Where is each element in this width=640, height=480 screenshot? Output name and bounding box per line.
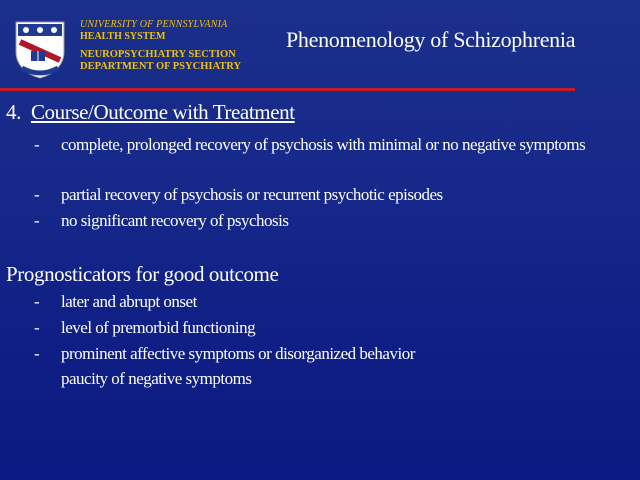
bullet-dash: - bbox=[34, 185, 40, 204]
bullet-dash: - bbox=[34, 135, 40, 154]
bullet-text: later and abrupt onset bbox=[61, 292, 197, 311]
section-label: NEUROPSYCHIATRY SECTION bbox=[80, 49, 236, 60]
bullet-text: complete, prolonged recovery of psychosis with minimal or no negative symptoms bbox=[61, 135, 586, 154]
bullet-dash: - bbox=[34, 292, 40, 311]
bullet-text: level of premorbid functioning bbox=[61, 318, 256, 337]
section2-heading-text: Prognosticators for good outcome bbox=[6, 262, 279, 286]
list-item bbox=[34, 134, 624, 178]
continuation-text: paucity of negative symptoms bbox=[61, 369, 252, 388]
slide-title: Phenomenology of Schizophrenia bbox=[286, 27, 576, 52]
institution-block bbox=[80, 19, 241, 73]
section1-heading bbox=[6, 100, 295, 125]
university-name: UNIVERSITY OF PENNSYLVANIA bbox=[80, 19, 228, 30]
bullet-dash: - bbox=[34, 318, 40, 337]
health-system-label: HEALTH SYSTEM bbox=[80, 31, 166, 42]
bullet-dash: - bbox=[34, 344, 40, 363]
header-divider bbox=[0, 88, 575, 91]
bullet-text: partial recovery of psychosis or recurrent psychotic episodes bbox=[61, 185, 443, 204]
section1-number: 4. bbox=[6, 100, 21, 124]
university-shield-icon bbox=[14, 20, 66, 80]
bullet-text: no significant recovery of psychosis bbox=[61, 211, 289, 230]
bullet-dash: - bbox=[34, 211, 40, 230]
section1-heading-text: Course/Outcome with Treatment bbox=[30, 100, 295, 124]
department-label: DEPARTMENT OF PSYCHIATRY bbox=[80, 61, 242, 72]
section2-heading bbox=[6, 262, 278, 287]
bullet-text: prominent affective symptoms or disorganized behavior bbox=[61, 344, 415, 363]
